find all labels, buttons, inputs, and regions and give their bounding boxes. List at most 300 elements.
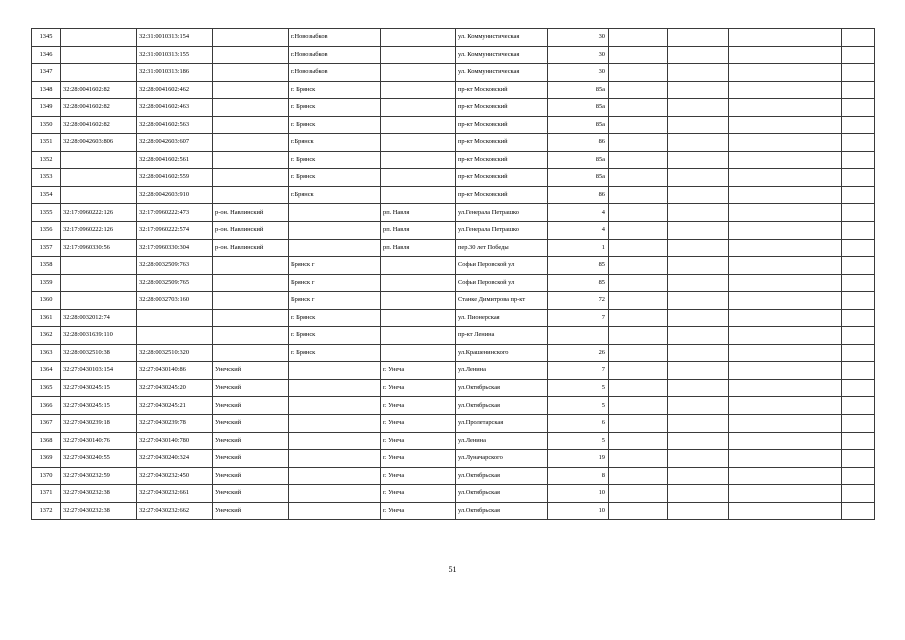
city (289, 485, 381, 503)
empty-cell (609, 99, 668, 117)
record-number: 1368 (32, 432, 61, 450)
street: ул. Пионерская (456, 309, 548, 327)
street: ул.Октябрьская (456, 485, 548, 503)
cadastral-number: 32:17:0960222:473 (137, 204, 213, 222)
empty-cell (729, 450, 842, 468)
empty-cell (609, 397, 668, 415)
empty-cell (668, 222, 729, 240)
empty-cell (609, 186, 668, 204)
record-number: 1360 (32, 292, 61, 310)
street: ул.Октябрьская (456, 502, 548, 520)
city: г. Брянск (289, 81, 381, 99)
empty-cell (668, 116, 729, 134)
empty-cell (842, 134, 875, 152)
table-row (32, 46, 875, 64)
empty-cell (668, 186, 729, 204)
table-row (32, 467, 875, 485)
city: г. Брянск (289, 327, 381, 345)
cadastral-parent (61, 151, 137, 169)
empty-cell (842, 239, 875, 257)
cadastral-parent: 32:28:0042603:806 (61, 134, 137, 152)
record-number: 1372 (32, 502, 61, 520)
table-row (32, 239, 875, 257)
district: Унечский (213, 450, 289, 468)
empty-cell (842, 46, 875, 64)
cadastral-parent: 32:28:0041602:82 (61, 81, 137, 99)
cadastral-parent: 32:28:0041602:82 (61, 99, 137, 117)
empty-cell (842, 344, 875, 362)
empty-cell (609, 327, 668, 345)
record-number: 1369 (32, 450, 61, 468)
record-number: 1361 (32, 309, 61, 327)
street: пр-кт Московский (456, 99, 548, 117)
empty-cell (668, 274, 729, 292)
empty-cell (729, 222, 842, 240)
empty-cell (668, 257, 729, 275)
record-number: 1357 (32, 239, 61, 257)
record-number: 1348 (32, 81, 61, 99)
district: Унечский (213, 467, 289, 485)
house-number: 6 (548, 415, 609, 433)
locality (381, 186, 456, 204)
cadastral-number: 32:27:0430245:21 (137, 397, 213, 415)
city (289, 432, 381, 450)
house-number: 7 (548, 362, 609, 380)
empty-cell (729, 99, 842, 117)
table-row (32, 257, 875, 275)
district (213, 134, 289, 152)
empty-cell (842, 415, 875, 433)
house-number: 85 (548, 274, 609, 292)
table-row (32, 81, 875, 99)
record-number: 1349 (32, 99, 61, 117)
cadastral-parent: 32:28:0032012:74 (61, 309, 137, 327)
record-number: 1362 (32, 327, 61, 345)
empty-cell (609, 257, 668, 275)
cadastral-number: 32:27:0430240:324 (137, 450, 213, 468)
city: Брянск г (289, 274, 381, 292)
house-number: 85а (548, 151, 609, 169)
house-number: 7 (548, 309, 609, 327)
street: пер.30 лет Победы (456, 239, 548, 257)
empty-cell (729, 292, 842, 310)
empty-cell (842, 502, 875, 520)
city (289, 379, 381, 397)
empty-cell (842, 151, 875, 169)
locality: г. Унеча (381, 467, 456, 485)
cadastral-parent: 32:27:0430232:59 (61, 467, 137, 485)
district (213, 274, 289, 292)
empty-cell (729, 151, 842, 169)
street: ул.Генерала Петрашко (456, 204, 548, 222)
locality (381, 29, 456, 47)
empty-cell (668, 151, 729, 169)
cadastral-parent: 32:27:0430103:154 (61, 362, 137, 380)
cadastral-number: 32:28:0032703:160 (137, 292, 213, 310)
table-row (32, 204, 875, 222)
table-row (32, 344, 875, 362)
city: г. Брянск (289, 169, 381, 187)
city: Брянск г (289, 257, 381, 275)
city: г.Новозыбков (289, 64, 381, 82)
cadastral-parent (61, 64, 137, 82)
empty-cell (668, 432, 729, 450)
district (213, 309, 289, 327)
cadastral-parent (61, 29, 137, 47)
cadastral-number: 32:17:0960330:304 (137, 239, 213, 257)
cadastral-number (137, 309, 213, 327)
record-number: 1345 (32, 29, 61, 47)
locality (381, 99, 456, 117)
empty-cell (729, 81, 842, 99)
city: г.Брянск (289, 186, 381, 204)
empty-cell (842, 450, 875, 468)
district (213, 292, 289, 310)
record-number: 1366 (32, 397, 61, 415)
table-row (32, 64, 875, 82)
house-number: 8 (548, 467, 609, 485)
empty-cell (609, 379, 668, 397)
empty-cell (729, 274, 842, 292)
locality: г. Унеча (381, 502, 456, 520)
district: Унечский (213, 485, 289, 503)
table-row (32, 186, 875, 204)
empty-cell (609, 29, 668, 47)
city: г. Брянск (289, 99, 381, 117)
table-row (32, 397, 875, 415)
empty-cell (729, 257, 842, 275)
cadastral-number: 32:28:0032510:320 (137, 344, 213, 362)
empty-cell (668, 327, 729, 345)
empty-cell (729, 239, 842, 257)
district (213, 46, 289, 64)
locality: г. Унеча (381, 397, 456, 415)
district: р-он. Навлинский (213, 204, 289, 222)
empty-cell (668, 397, 729, 415)
district (213, 151, 289, 169)
empty-cell (668, 169, 729, 187)
cadastral-number: 32:28:0041602:463 (137, 99, 213, 117)
street: ул.Ленина (456, 432, 548, 450)
empty-cell (609, 274, 668, 292)
cadastral-parent: 32:17:0960330:56 (61, 239, 137, 257)
empty-cell (668, 415, 729, 433)
empty-cell (609, 502, 668, 520)
cadastral-parent (61, 257, 137, 275)
empty-cell (668, 46, 729, 64)
table-row (32, 292, 875, 310)
record-number: 1347 (32, 64, 61, 82)
empty-cell (668, 64, 729, 82)
record-number: 1355 (32, 204, 61, 222)
cadastral-number: 32:27:0430140:780 (137, 432, 213, 450)
empty-cell (668, 99, 729, 117)
record-number: 1364 (32, 362, 61, 380)
cadastral-parent: 32:27:0430232:38 (61, 502, 137, 520)
cadastral-parent: 32:17:0960222:126 (61, 204, 137, 222)
empty-cell (729, 309, 842, 327)
cadastral-parent: 32:27:0430239:18 (61, 415, 137, 433)
empty-cell (729, 29, 842, 47)
table-row (32, 134, 875, 152)
empty-cell (668, 502, 729, 520)
cadastral-number: 32:27:0430232:450 (137, 467, 213, 485)
cadastral-parent (61, 292, 137, 310)
empty-cell (729, 64, 842, 82)
empty-cell (668, 81, 729, 99)
city: Брянск г (289, 292, 381, 310)
table-row (32, 379, 875, 397)
empty-cell (609, 134, 668, 152)
empty-cell (609, 292, 668, 310)
cadastral-parent: 32:28:0041602:82 (61, 116, 137, 134)
table-row (32, 415, 875, 433)
empty-cell (842, 222, 875, 240)
locality: рп. Навля (381, 239, 456, 257)
street: ул.Октябрьская (456, 379, 548, 397)
cadastral-number: 32:28:0041602:559 (137, 169, 213, 187)
cadastral-number: 32:31:0010313:186 (137, 64, 213, 82)
house-number: 5 (548, 397, 609, 415)
cadastral-parent (61, 169, 137, 187)
empty-cell (609, 151, 668, 169)
empty-cell (842, 309, 875, 327)
empty-cell (842, 186, 875, 204)
empty-cell (729, 362, 842, 380)
table-row (32, 502, 875, 520)
cadastral-parent: 32:28:0031639:110 (61, 327, 137, 345)
cadastral-number: 32:31:0010313:154 (137, 29, 213, 47)
city (289, 239, 381, 257)
district (213, 116, 289, 134)
empty-cell (729, 327, 842, 345)
empty-cell (842, 81, 875, 99)
cadastral-number: 32:27:0430232:662 (137, 502, 213, 520)
district: Унечский (213, 415, 289, 433)
city (289, 502, 381, 520)
cadastral-number: 32:17:0960222:574 (137, 222, 213, 240)
district: р-он. Навлинский (213, 239, 289, 257)
empty-cell (609, 432, 668, 450)
city (289, 450, 381, 468)
page-number: 51 (448, 565, 457, 574)
district (213, 99, 289, 117)
empty-cell (729, 397, 842, 415)
house-number: 30 (548, 46, 609, 64)
record-number: 1370 (32, 467, 61, 485)
house-number: 30 (548, 29, 609, 47)
empty-cell (609, 309, 668, 327)
street: ул. Коммунистическая (456, 29, 548, 47)
empty-cell (729, 169, 842, 187)
empty-cell (842, 327, 875, 345)
record-number: 1371 (32, 485, 61, 503)
street: Станке Димитрова пр-кт (456, 292, 548, 310)
street: пр-кт Московский (456, 116, 548, 134)
district: Унечский (213, 502, 289, 520)
cadastral-number: 32:28:0041602:563 (137, 116, 213, 134)
house-number: 1 (548, 239, 609, 257)
empty-cell (609, 239, 668, 257)
city (289, 467, 381, 485)
locality (381, 169, 456, 187)
street: пр-кт Московский (456, 151, 548, 169)
record-number: 1354 (32, 186, 61, 204)
empty-cell (842, 257, 875, 275)
empty-cell (668, 485, 729, 503)
city: г. Брянск (289, 344, 381, 362)
city: г. Брянск (289, 151, 381, 169)
cadastral-number: 32:31:0010313:155 (137, 46, 213, 64)
city (289, 362, 381, 380)
district (213, 327, 289, 345)
city: г. Брянск (289, 309, 381, 327)
empty-cell (729, 467, 842, 485)
table-row (32, 29, 875, 47)
cadastral-parent: 32:17:0960222:126 (61, 222, 137, 240)
locality: г. Унеча (381, 379, 456, 397)
empty-cell (609, 64, 668, 82)
empty-cell (609, 46, 668, 64)
empty-cell (609, 204, 668, 222)
district (213, 81, 289, 99)
house-number (548, 327, 609, 345)
district (213, 186, 289, 204)
house-number: 72 (548, 292, 609, 310)
district (213, 29, 289, 47)
table-row (32, 309, 875, 327)
house-number: 5 (548, 379, 609, 397)
table-row (32, 450, 875, 468)
cadastral-parent: 32:27:0430140:76 (61, 432, 137, 450)
house-number: 86 (548, 134, 609, 152)
locality: рп. Навля (381, 204, 456, 222)
record-number: 1359 (32, 274, 61, 292)
empty-cell (668, 239, 729, 257)
empty-cell (842, 169, 875, 187)
city: г.Новозыбков (289, 29, 381, 47)
street: Софьи Перовской ул (456, 257, 548, 275)
record-number: 1346 (32, 46, 61, 64)
empty-cell (842, 467, 875, 485)
empty-cell (729, 502, 842, 520)
district: Унечский (213, 379, 289, 397)
empty-cell (668, 29, 729, 47)
locality (381, 257, 456, 275)
empty-cell (668, 379, 729, 397)
house-number: 85 (548, 257, 609, 275)
empty-cell (729, 485, 842, 503)
record-number: 1363 (32, 344, 61, 362)
house-number: 5 (548, 432, 609, 450)
street: ул.Октябрьская (456, 397, 548, 415)
empty-cell (668, 344, 729, 362)
empty-cell (842, 432, 875, 450)
table-row (32, 169, 875, 187)
table-row (32, 327, 875, 345)
locality (381, 64, 456, 82)
district: р-он. Навлинский (213, 222, 289, 240)
locality: г. Унеча (381, 362, 456, 380)
district (213, 64, 289, 82)
city (289, 415, 381, 433)
registry-body (32, 29, 875, 520)
empty-cell (609, 467, 668, 485)
cadastral-parent: 32:27:0430232:38 (61, 485, 137, 503)
record-number: 1356 (32, 222, 61, 240)
street: пр-кт Московский (456, 81, 548, 99)
record-number: 1353 (32, 169, 61, 187)
city (289, 222, 381, 240)
cadastral-number: 32:28:0041602:462 (137, 81, 213, 99)
locality (381, 151, 456, 169)
street: ул. Коммунистическая (456, 64, 548, 82)
empty-cell (729, 204, 842, 222)
empty-cell (609, 222, 668, 240)
empty-cell (729, 186, 842, 204)
house-number: 4 (548, 204, 609, 222)
cadastral-parent: 32:27:0430240:55 (61, 450, 137, 468)
empty-cell (609, 362, 668, 380)
cadastral-number: 32:27:0430140:86 (137, 362, 213, 380)
empty-cell (842, 64, 875, 82)
empty-cell (668, 450, 729, 468)
empty-cell (668, 362, 729, 380)
cadastral-parent: 32:27:0430245:15 (61, 397, 137, 415)
street: ул.Пролетарская (456, 415, 548, 433)
empty-cell (609, 81, 668, 99)
cadastral-number: 32:27:0430239:78 (137, 415, 213, 433)
empty-cell (842, 362, 875, 380)
street: ул.Крашенинского (456, 344, 548, 362)
district (213, 257, 289, 275)
locality: г. Унеча (381, 415, 456, 433)
empty-cell (729, 415, 842, 433)
empty-cell (842, 204, 875, 222)
record-number: 1358 (32, 257, 61, 275)
record-number: 1351 (32, 134, 61, 152)
house-number: 26 (548, 344, 609, 362)
house-number: 85а (548, 81, 609, 99)
empty-cell (609, 116, 668, 134)
empty-cell (668, 204, 729, 222)
street: ул.Октябрьская (456, 467, 548, 485)
table-row (32, 274, 875, 292)
district (213, 169, 289, 187)
cadastral-number: 32:28:0041602:561 (137, 151, 213, 169)
cadastral-number (137, 327, 213, 345)
empty-cell (609, 450, 668, 468)
empty-cell (842, 99, 875, 117)
house-number: 10 (548, 502, 609, 520)
empty-cell (842, 397, 875, 415)
cadastral-number: 32:27:0430232:661 (137, 485, 213, 503)
locality (381, 116, 456, 134)
city: г. Брянск (289, 116, 381, 134)
house-number: 85а (548, 169, 609, 187)
empty-cell (842, 485, 875, 503)
table-row (32, 222, 875, 240)
house-number: 86 (548, 186, 609, 204)
district: Унечский (213, 432, 289, 450)
empty-cell (609, 415, 668, 433)
locality (381, 344, 456, 362)
empty-cell (842, 379, 875, 397)
empty-cell (842, 116, 875, 134)
empty-cell (842, 29, 875, 47)
district: Унечский (213, 362, 289, 380)
street: пр-кт Московский (456, 134, 548, 152)
